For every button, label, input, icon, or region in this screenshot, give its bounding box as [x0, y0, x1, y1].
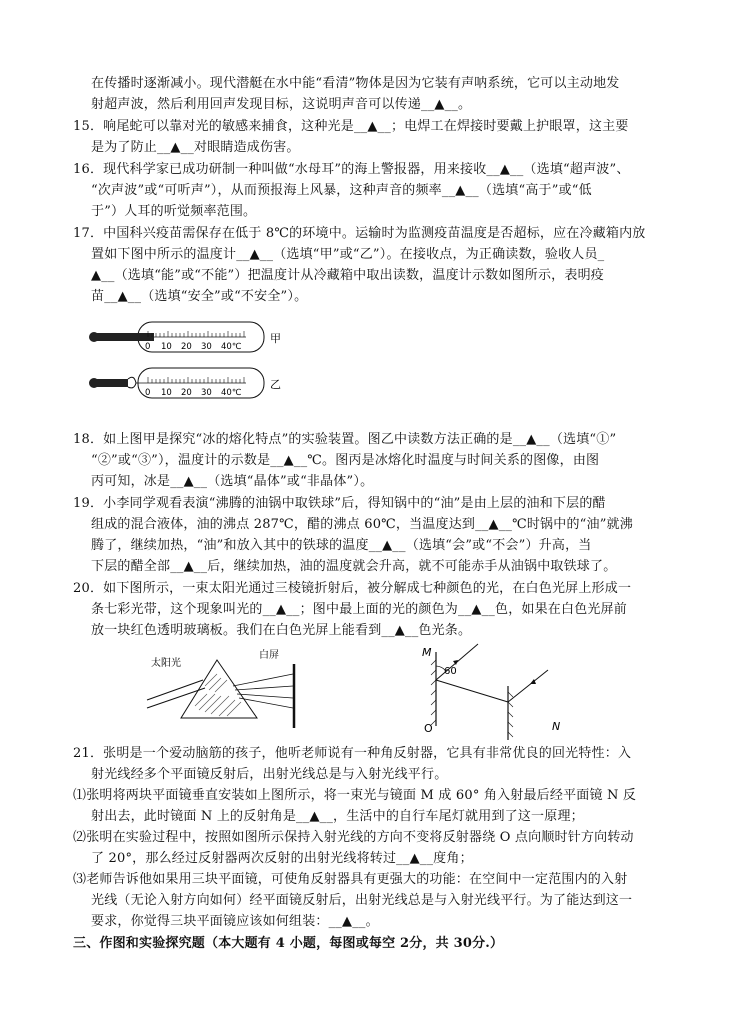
text-line: 光线（无论入射方向如何）经平面镜反射后，出射光线总是与入射光线平行。为了能达到这一: [91, 893, 633, 908]
point-O-label: O: [424, 722, 433, 735]
scale-label: 0: [145, 388, 151, 398]
scale-label: 30: [201, 388, 212, 398]
scale-label: 30: [201, 342, 212, 352]
text-line: 射光线经多个平面镜反射后，出射光线总是与入射光线平行。: [91, 767, 448, 782]
angle-label: 60: [444, 666, 457, 677]
text-line: “②”或“③”），温度计的示数是__▲__℃。图丙是冰熔化时温度与时间关系的图像，由图: [91, 453, 600, 468]
sun-label: 太阳光: [151, 658, 181, 669]
question-19: 19．小李同学观看表演“沸腾的油锅中取铁球”后，得知锅中的“油”是由上层的油和下层的醋: [73, 496, 606, 511]
screen-label: 白屏: [259, 650, 279, 661]
text-line: 组成的混合液体，油的沸点 287℃，醋的沸点 60℃，当温度达到__▲__℃时锅中的“油”就沸: [91, 517, 633, 532]
text-line: 下层的醋全部__▲__后，继续加热，油的温度就会升高，就不可能赤手从油锅中取铁球了。: [91, 559, 617, 574]
question-20: 20．如下图所示，一束太阳光通过三棱镜折射后，被分解成七种颜色的光，在白色光屏上形成一: [73, 581, 632, 596]
text-line: 腾了，继续加热，“油”和放入其中的铁球的温度__▲__（选填“会”或“不会”）升高，当: [91, 538, 592, 553]
question-18: 18．如上图甲是探究“冰的熔化特点”的实验装置。图乙中读数方法正确的是__▲__（选填“①”: [73, 432, 617, 447]
question-16: 16．现代科学家已成功研制一种叫做“水母耳”的海上警报器，用来接收__▲__（选填“超声波”、: [73, 162, 630, 177]
text-line: 放一块红色透明玻璃板。我们在白色光屏上能看到__▲__色光条。: [91, 623, 472, 638]
label-yi: 乙: [270, 378, 281, 391]
scale-label: 20: [181, 342, 192, 352]
text-line: 在传播时逐渐减小。现代潜艇在水中能“看清”物体是因为它装有声呐系统，它可以主动地发: [91, 76, 620, 91]
text-line: 了 20°，那么经过反射器两次反射的出射光线将转过__▲__度角；: [91, 851, 473, 866]
thermometer-jia: [89, 322, 281, 352]
prism-figure: [145, 646, 305, 730]
text-line: 置如下图中所示的温度计__▲__（选填“甲”或“乙”）。在接收点，为正确读数，验收人员_: [91, 247, 605, 262]
text-line: “次声波”或“可听声”），从而预报海上风暴，这种声音的频率__▲__（选填“高于”或“低: [91, 183, 592, 198]
subquestion-2: ⑵张明在实验过程中，按照如图所示保持入射光线的方向不变将反射器绕 O 点向顺时针方向转动: [73, 830, 634, 845]
scale-label: 0: [145, 342, 151, 352]
corner-reflector-figure: [420, 640, 580, 740]
scale-label: 10: [161, 342, 172, 352]
question-15: 15．响尾蛇可以靠对光的敏感来捕食，这种光是__▲__；电焊工在焊接时要戴上护眼罩，这主要: [73, 119, 629, 134]
section-3-heading: 三、作图和实验探究题（本大题有 4 小题，每图或每空 2分，共 30分.）: [73, 936, 504, 951]
thermometers-figure: [86, 320, 296, 406]
scale-label: 10: [161, 388, 172, 398]
label-jia: 甲: [270, 332, 281, 345]
text-line: 苗__▲__（选填“安全”或“不安全”）。: [91, 289, 308, 304]
scale-label: 20: [181, 388, 192, 398]
text-line: 于”）人耳的听觉频率范围。: [91, 204, 257, 219]
mirror-M-label: M: [422, 646, 432, 659]
scale-label: 40℃: [221, 342, 242, 352]
subquestion-1: ⑴张明将两块平面镜垂直安装如上图所示，将一束光与镜面 M 成 60° 角入射最后经平面镜 N 反: [73, 788, 637, 803]
text-line: 要求，你觉得三块平面镜应该如何组装：__▲__。: [91, 914, 379, 929]
text-line: 射超声波，然后利用回声发现目标，这说明声音可以传递__▲__。: [91, 97, 472, 112]
thermometer-liquid: [92, 333, 154, 341]
text-line: 是为了防止__▲__对眼睛造成伤害。: [91, 140, 300, 155]
scale-label: 40℃: [221, 388, 242, 398]
text-line: 条七彩光带，这个现象叫光的__▲__；图中最上面的光的颜色为__▲__色，如果在白色光屏前: [91, 602, 627, 617]
text-line: ▲__（选填“能”或“不能”）把温度计从冷藏箱中取出读数，温度计示数如图所示，表明疫: [91, 268, 604, 283]
question-21: 21．张明是一个爱动脑筋的孩子，他听老师说有一种角反射器，它具有非常优良的回光特性：入: [73, 746, 632, 761]
subquestion-3: ⑶老师告诉他如果用三块平面镜，可使角反射器具有更强大的功能：在空间中一定范围内的入射: [73, 872, 628, 887]
text-line: 丙可知，冰是__▲__（选填“晶体”或“非晶体”）。: [91, 474, 374, 489]
text-line: 射出去，此时镜面 N 上的反射角是__▲__，生活中的自行车尾灯就用到了这一原理；: [91, 809, 584, 824]
thermometer-yi: [89, 368, 281, 398]
mirror-N-label: N: [552, 720, 561, 733]
question-17: 17．中国科兴疫苗需保存在低于 8℃的环境中。运输时为监测疫苗温度是否超标，应在冷藏箱内放: [73, 226, 646, 241]
